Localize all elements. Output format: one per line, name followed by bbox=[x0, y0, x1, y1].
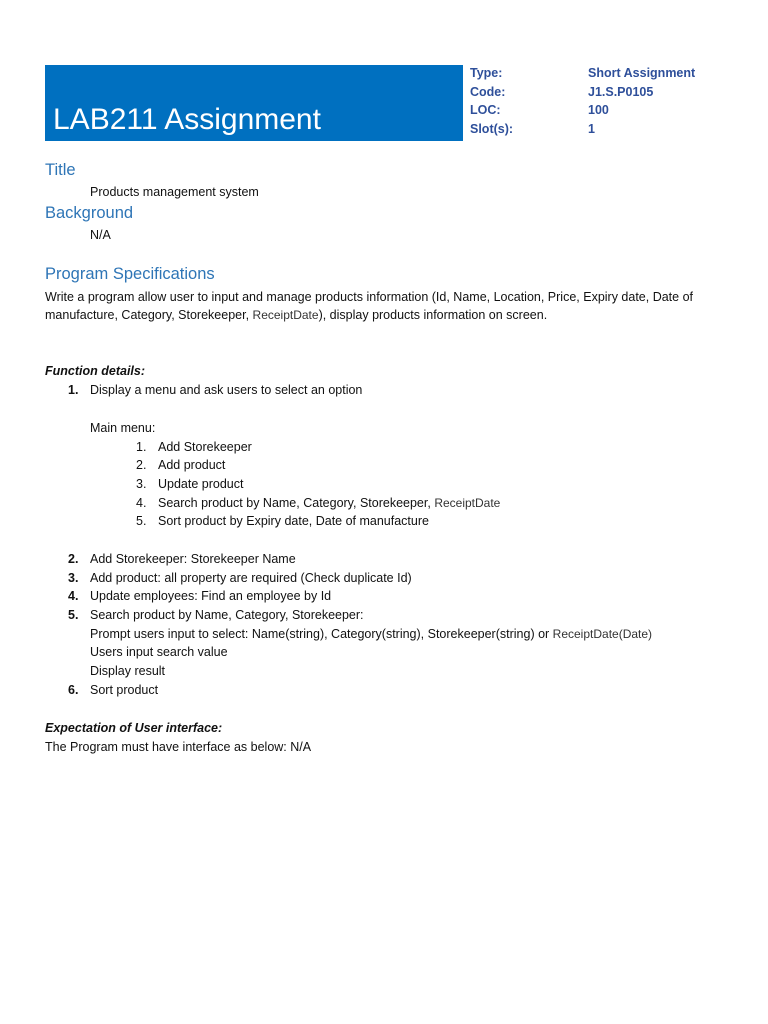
meta-loc bbox=[470, 103, 760, 122]
list-number: 6. bbox=[68, 683, 79, 697]
menu-item-sort-product: Sort product by Expiry date, Date of manufacture bbox=[158, 514, 429, 528]
title-heading: Title bbox=[45, 161, 76, 179]
menu-item-search-product bbox=[158, 495, 500, 511]
function-item-1: Display a menu and ask users to select an option bbox=[90, 383, 363, 397]
spec-line-2-receiptdate: ReceiptDate bbox=[252, 308, 319, 322]
spec-line-2 bbox=[45, 307, 547, 323]
title-banner bbox=[45, 65, 463, 141]
meta-value: 100 bbox=[588, 103, 609, 117]
function-item-5: Search product by Name, Category, Storekeeper: bbox=[90, 608, 364, 622]
ui-expectation-heading: Expectation of User interface: bbox=[45, 721, 223, 735]
background-heading: Background bbox=[45, 204, 134, 222]
meta-slots bbox=[470, 122, 760, 141]
list-number: 1. bbox=[68, 383, 79, 397]
function-item-5-input: Users input search value bbox=[90, 645, 228, 659]
background-text: N/A bbox=[90, 228, 111, 242]
spec-line-2-post: ), display products information on screen. bbox=[318, 308, 548, 322]
function-item-5-result: Display result bbox=[90, 664, 166, 678]
function-details-heading: Function details: bbox=[45, 364, 145, 378]
meta-label: Code: bbox=[470, 84, 506, 99]
meta-type bbox=[470, 66, 760, 85]
spec-heading: Program Specifications bbox=[45, 265, 215, 283]
list-number: 3. bbox=[68, 571, 79, 585]
meta-value: 1 bbox=[588, 121, 595, 136]
function-item-2: Add Storekeeper: Storekeeper Name bbox=[90, 552, 296, 566]
assignment-meta bbox=[470, 66, 760, 140]
meta-label: Type: bbox=[470, 66, 503, 80]
function-item-4: Update employees: Find an employee by Id bbox=[90, 589, 332, 603]
list-number: 2. bbox=[68, 552, 79, 566]
menu-number: 1. bbox=[136, 440, 147, 454]
prompt-receiptdate: ReceiptDate(Date) bbox=[552, 627, 653, 641]
function-item-5-prompt bbox=[90, 626, 652, 642]
menu-item-add-storekeeper: Add Storekeeper bbox=[158, 440, 252, 454]
spec-line-1: Write a program allow user to input and manage products information (Id, Name, Location, Price, Expiry date, Date of bbox=[45, 290, 694, 304]
meta-value: Short Assignment bbox=[588, 66, 696, 80]
menu-number: 2. bbox=[136, 458, 147, 472]
menu-number: 3. bbox=[136, 477, 147, 491]
menu-item-search-receiptdate: ReceiptDate bbox=[434, 496, 501, 510]
menu-item-update-product: Update product bbox=[158, 477, 244, 491]
main-menu-label: Main menu: bbox=[90, 421, 156, 435]
function-item-6: Sort product bbox=[90, 683, 159, 697]
meta-code bbox=[470, 85, 760, 104]
title-text: Products management system bbox=[90, 185, 259, 199]
menu-item-add-product: Add product bbox=[158, 458, 226, 472]
prompt-text: Prompt users input to select: Name(string), Category(string), Storekeeper(string) or bbox=[90, 627, 553, 641]
menu-number: 5. bbox=[136, 514, 147, 528]
meta-label: LOC: bbox=[470, 103, 501, 117]
function-item-3: Add product: all property are required (Check duplicate Id) bbox=[90, 571, 412, 585]
menu-item-search-text: Search product by Name, Category, Storekeeper, bbox=[158, 496, 435, 510]
list-number: 4. bbox=[68, 589, 79, 603]
list-number: 5. bbox=[68, 608, 79, 622]
assignment-title: LAB211 Assignment bbox=[53, 103, 321, 136]
menu-number: 4. bbox=[136, 496, 147, 510]
meta-label: Slot(s): bbox=[470, 121, 514, 136]
ui-expectation-text: The Program must have interface as below: N/A bbox=[45, 740, 312, 754]
spec-line-2-pre: manufacture, Category, Storekeeper, bbox=[45, 308, 253, 322]
meta-value: J1.S.P0105 bbox=[588, 84, 654, 99]
